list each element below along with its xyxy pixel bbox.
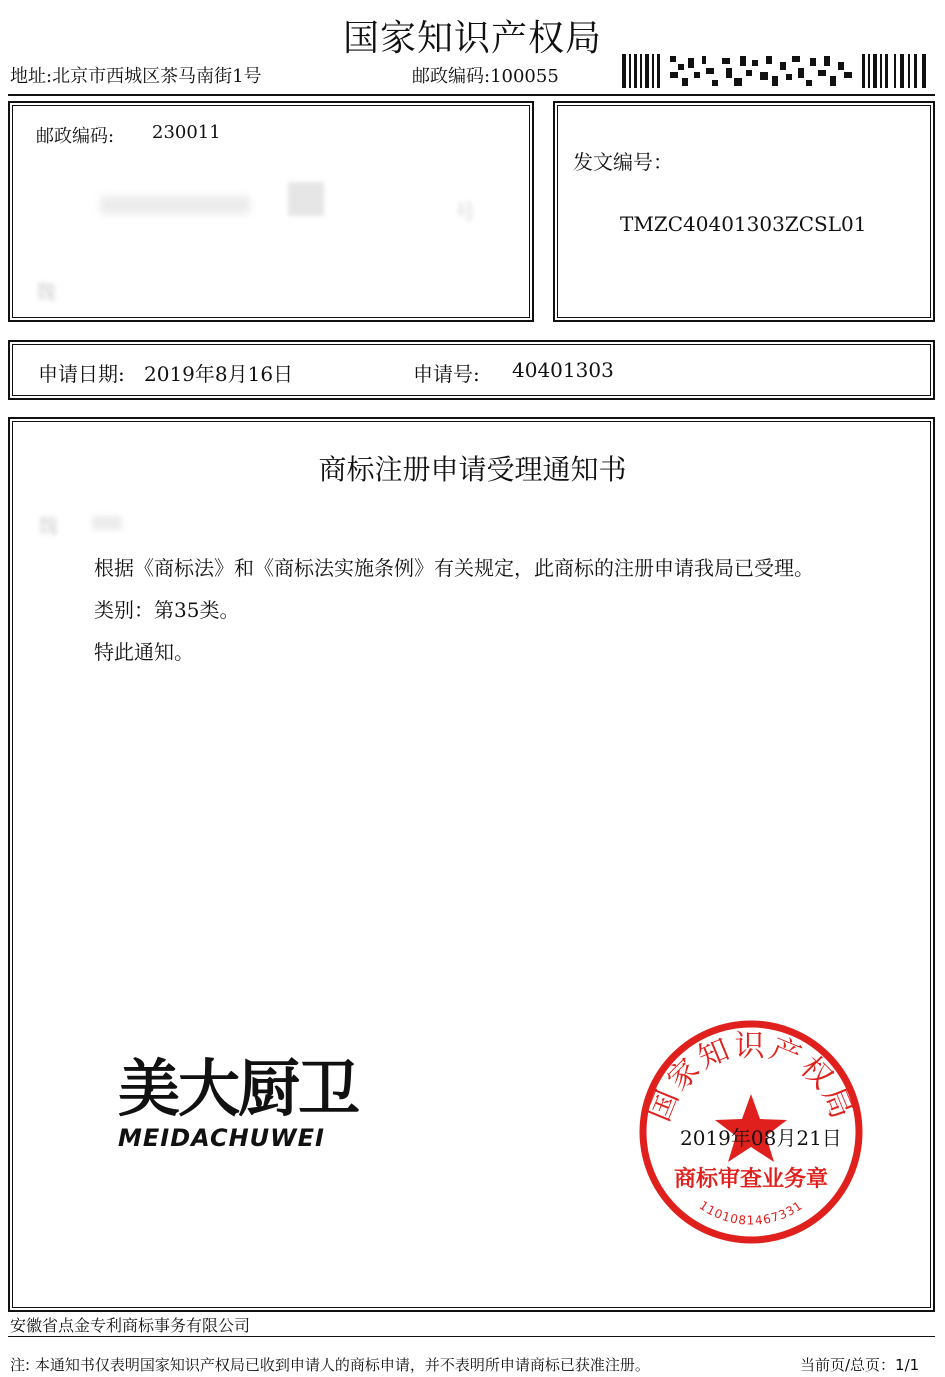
seal-number: 1101081467331: [696, 1198, 806, 1228]
footer-divider: [8, 1336, 935, 1337]
trademark-logo-en: MEIDACHUWEI: [118, 1124, 325, 1152]
agency-name: 安徽省点金专利商标事务有限公司: [10, 1316, 251, 1335]
svg-text:1101081467331: [697, 1198, 806, 1227]
issuer-title: 国家知识产权局: [342, 18, 602, 59]
notice-salutation: 魏: [38, 514, 58, 538]
application-number-label: 申请号:: [413, 362, 480, 386]
page-indicator: 当前页/总页：1/1: [800, 1356, 920, 1374]
document-number-label: 发文编号：: [573, 150, 673, 174]
notice-title: 商标注册申请受理通知书: [318, 453, 627, 486]
issuer-address: 地址:北京市西城区茶马南街1号: [10, 66, 262, 87]
seal-date: 2019年08月21日: [680, 1126, 842, 1150]
footer-note: 注: 本通知书仅表明国家知识产权局已收到申请人的商标申请，并不表明所申请商标已获准注册。: [10, 1356, 650, 1374]
barcode-image: [622, 54, 930, 88]
notice-category: 类别：第35类。: [94, 598, 240, 622]
redacted-block: [288, 182, 324, 216]
application-number-value: 40401303: [512, 358, 614, 382]
seal-top-text: 国家知识产权局: [642, 1029, 860, 1127]
trademark-logo: [118, 1052, 359, 1152]
seal-bottom-text: 商标审查业务章: [673, 1167, 829, 1192]
document-number-value: TMZC40401303ZCSL01: [620, 212, 867, 236]
application-date-value: 2019年8月16日: [144, 362, 294, 386]
recipient-address-suffix: 号: [455, 200, 475, 224]
header-divider: [8, 94, 935, 96]
recipient-postcode-label: 邮政编码:: [36, 126, 115, 147]
issuer-postcode: 邮政编码:100055: [412, 66, 559, 87]
recipient-name: 魏: [36, 280, 56, 304]
notice-closing: 特此通知。: [94, 640, 194, 664]
trademark-logo-cn: 美大厨卫: [118, 1052, 359, 1125]
recipient-postcode-value: 230011: [152, 122, 221, 143]
notice-body: 根据《商标法》和《商标法实施条例》有关规定，此商标的注册申请我局已受理。: [94, 556, 814, 580]
redacted-salutation: [92, 516, 122, 530]
redacted-address: [100, 196, 250, 214]
application-date-label: 申请日期:: [38, 362, 125, 386]
